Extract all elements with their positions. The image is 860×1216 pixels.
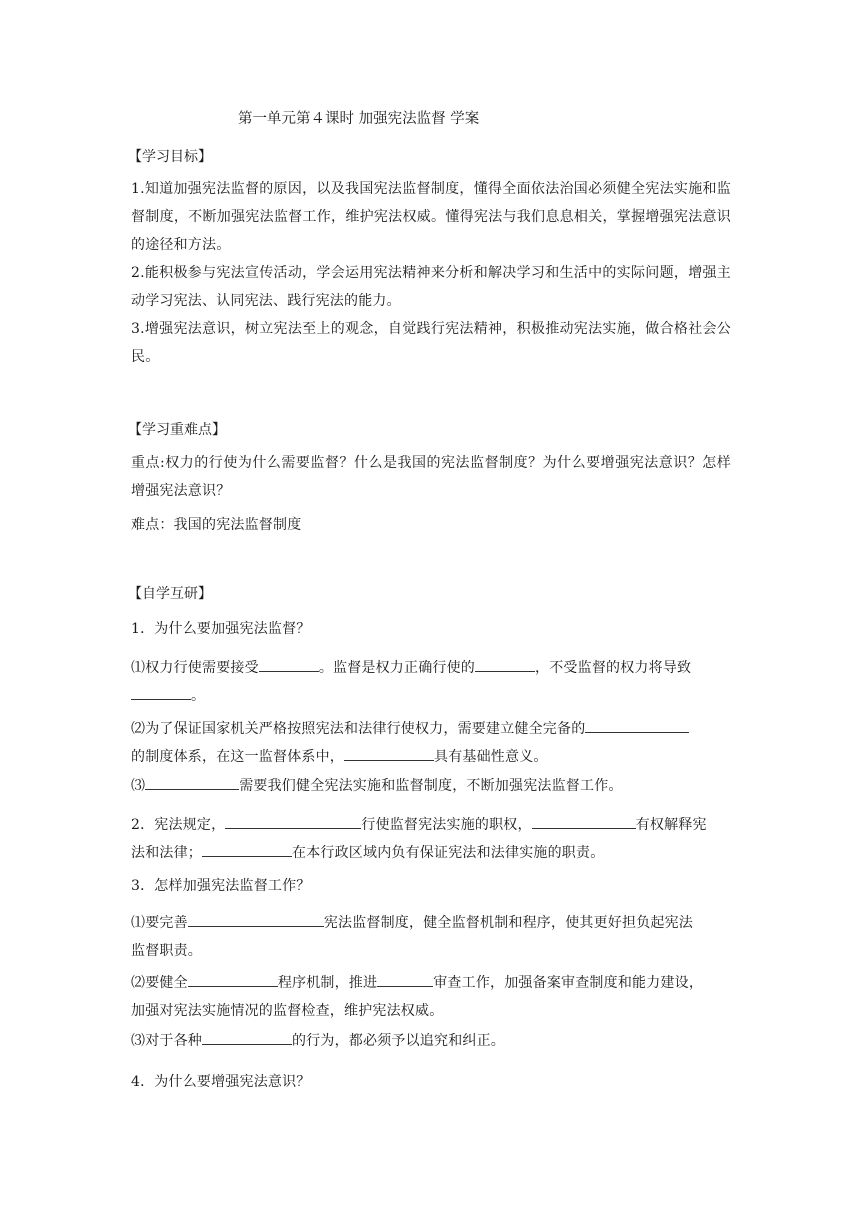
question-1: 1．为什么要加强宪法监督？ (131, 621, 311, 637)
objectives-heading: 【学习目标】 (128, 149, 212, 165)
question-1-2: ⑵为了保证国家机关严格按照宪法和法律行使权力，需要建立健全完备的 的制度体系，在这一监督体系中， 具有基础性意义。 (131, 715, 731, 771)
question-2: 2．宪法规定， 行使监督宪法实施的职权， 有权解释宪 法和法律； 在本行政区域内负有保证宪法和法律实施的职责。 (131, 811, 731, 867)
key-points-heading: 【学习重难点】 (128, 422, 226, 438)
question-3-3: ⑶对于各种 的行为，都必须予以追究和纠正。 (131, 1027, 731, 1055)
blank-field[interactable] (532, 814, 636, 829)
blank-field[interactable] (202, 1030, 292, 1045)
blank-field[interactable] (344, 746, 434, 761)
question-4: 4．为什么要增强宪法意识？ (131, 1074, 311, 1090)
difficult-point-text: 难点：我国的宪法监督制度 (131, 517, 302, 533)
question-1-1: ⑴权力行使需要接受 。监督是权力正确行使的 ，不受监督的权力将导致 。 (131, 654, 731, 710)
blank-field[interactable] (145, 775, 239, 790)
blank-field[interactable] (202, 842, 292, 857)
question-3-2: ⑵要健全 程序机制，推进 审查工作，加强备案审查制度和能力建设， 加强对宪法实施情况的监督检查，维护宪法权威。 (131, 969, 731, 1025)
blank-field[interactable] (131, 685, 191, 700)
blank-field[interactable] (259, 657, 319, 672)
objective-3: 3.增强宪法意识，树立宪法至上的观念，自觉践行宪法精神，积极推动宪法实施，做合格社会公民。 (131, 321, 731, 365)
blank-field[interactable] (225, 814, 361, 829)
objective-2: 2.能积极参与宪法宣传活动，学会运用宪法精神来分析和解决学习和生活中的实际问题，增强主动学习宪法、认同宪法、践行宪法的能力。 (131, 265, 731, 309)
blank-field[interactable] (188, 912, 324, 927)
question-3-1: ⑴要完善 宪法监督制度，健全监督机制和程序，使其更好担负起宪法 监督职责。 (131, 909, 731, 965)
blank-field[interactable] (188, 972, 278, 987)
blank-field[interactable] (475, 657, 535, 672)
self-study-heading: 【自学互研】 (128, 586, 212, 602)
key-point-text: 重点:权力的行使为什么需要监督？什么是我国的宪法监督制度？为什么要增强宪法意识？怎样增强宪法意识？ (131, 455, 731, 499)
blank-field[interactable] (585, 718, 689, 733)
question-3: 3．怎样加强宪法监督工作？ (131, 878, 311, 894)
objective-1: 1.知道加强宪法监督的原因，以及我国宪法监督制度，懂得全面依法治国必须健全宪法实施和监督制度，不断加强宪法监督工作，维护宪法权威。懂得宪法与我们息息相关，掌握增强宪法意识的途径和方法。 (131, 181, 731, 253)
blank-field[interactable] (377, 972, 433, 987)
page-title: 第一单元第４课时 加强宪法监督 学案 (238, 111, 480, 127)
question-1-3: ⑶ 需要我们健全宪法实施和监督制度，不断加强宪法监督工作。 (131, 772, 731, 800)
